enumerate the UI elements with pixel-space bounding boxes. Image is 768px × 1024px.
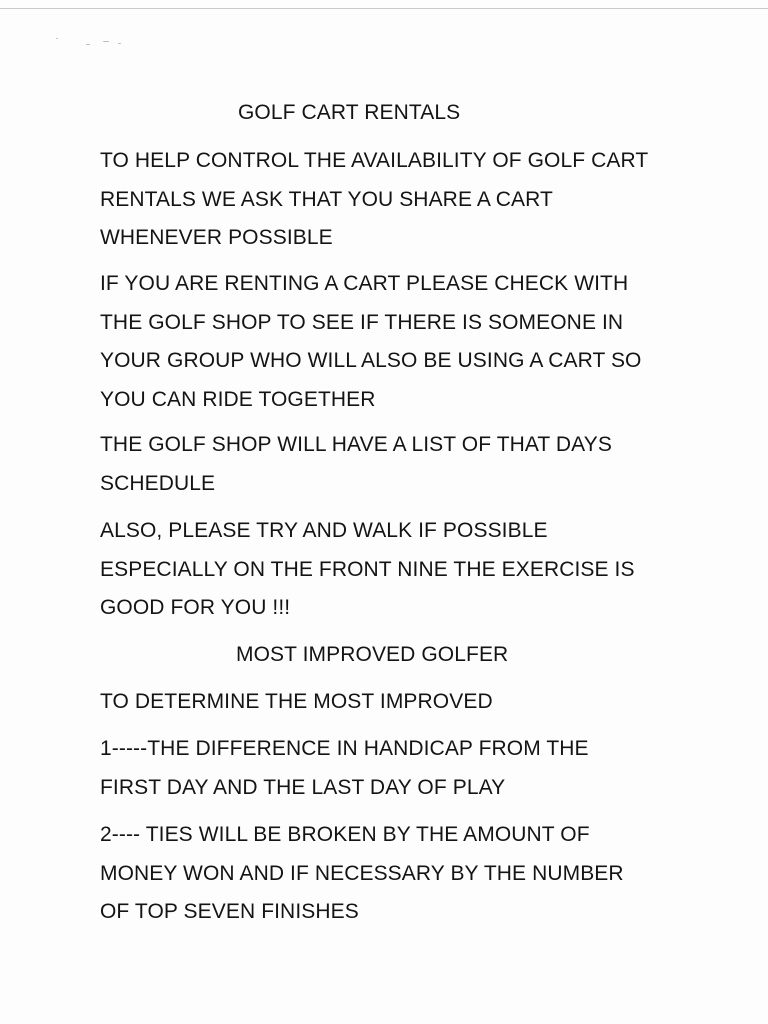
text-line: FIRST DAY AND THE LAST DAY OF PLAY: [100, 775, 506, 799]
paragraph-cart-availability: [100, 142, 720, 258]
text-line: GOOD FOR YOU !!!: [100, 596, 291, 619]
text-line: 2---- TIES WILL BE BROKEN BY THE AMOUNT OF: [100, 823, 590, 846]
text-line: THE GOLF SHOP WILL HAVE A LIST OF THAT DAYS: [100, 433, 612, 456]
text-line: TO HELP CONTROL THE AVAILABILITY OF GOLF CART: [100, 149, 649, 172]
text-line: SCHEDULE: [100, 471, 216, 495]
text-line: TO DETERMINE THE MOST IMPROVED: [100, 690, 493, 713]
paragraph-rule-2-ties: [100, 816, 720, 932]
paragraph-golf-shop-schedule: [100, 426, 720, 503]
text-line: RENTALS WE ASK THAT YOU SHARE A CART: [100, 187, 553, 211]
text-line: YOU CAN RIDE TOGETHER: [100, 387, 376, 411]
heading-golf-cart-rentals: GOLF CART RENTALS: [238, 101, 461, 124]
paragraph-rule-1-handicap: [100, 730, 720, 807]
text-line: WHENEVER POSSIBLE: [100, 226, 333, 249]
text-line: 1-----THE DIFFERENCE IN HANDICAP FROM THE: [100, 737, 589, 760]
text-line: ALSO, PLEASE TRY AND WALK IF POSSIBLE: [100, 519, 548, 542]
text-line: OF TOP SEVEN FINISHES: [100, 900, 359, 923]
text-line: MONEY WON AND IF NECESSARY BY THE NUMBER: [100, 861, 624, 885]
paragraph-walk-if-possible: [100, 512, 720, 628]
text-line: IF YOU ARE RENTING A CART PLEASE CHECK WITH: [100, 272, 629, 295]
text-line: YOUR GROUP WHO WILL ALSO BE USING A CART SO: [100, 349, 642, 372]
paragraph-determine-most-improved: [100, 683, 720, 722]
heading-most-improved-golfer: MOST IMPROVED GOLFER: [236, 643, 509, 666]
text-line: ESPECIALLY ON THE FRONT NINE THE EXERCISE IS: [100, 557, 635, 581]
text-line: THE GOLF SHOP TO SEE IF THERE IS SOMEONE IN: [100, 310, 624, 334]
paragraph-renting-cart: [100, 265, 720, 419]
